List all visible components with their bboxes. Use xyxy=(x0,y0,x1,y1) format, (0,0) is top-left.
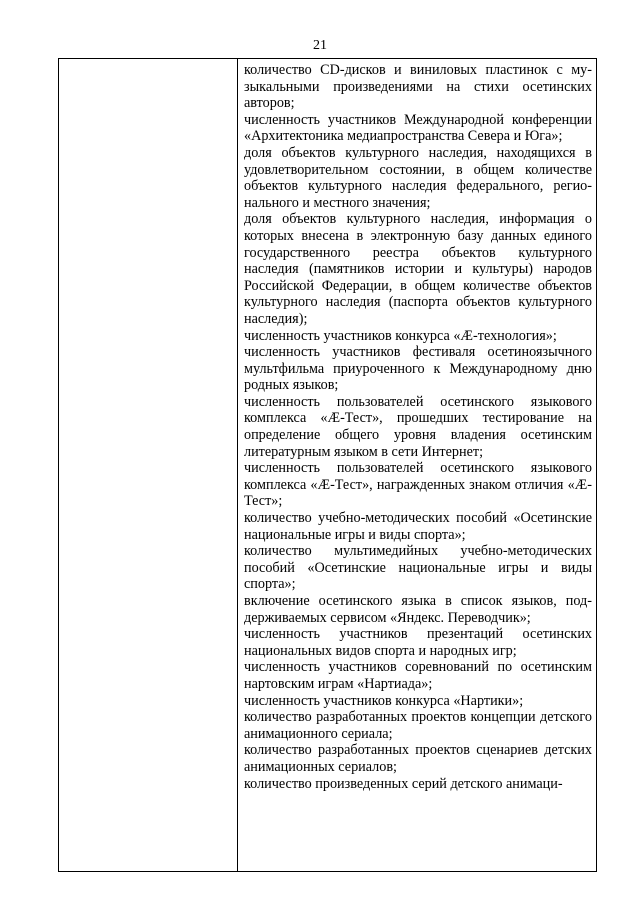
list-item: доля объектов культурного наследия, информация о которых внесена в электронную базу данных единого государственного реестра объектов культурного наследия (памятников истории и культуры) народов Российской Федерации, в общем количестве объектов культурного наследия (паспорта объектов культурного наследия); xyxy=(244,211,592,327)
list-item: численность участников Международной конференции «Архитектоника медиапространства Севера и Юга»; xyxy=(244,111,592,145)
list-item: доля объектов культурного наследия, находящихся в удовлетворительном состоянии, в общем количестве объектов культурного наследия федерального, регионального и местного значения; xyxy=(244,144,592,211)
indicator-list xyxy=(238,59,596,792)
list-item: количество разработанных проектов концепции детского анимационного сериала; xyxy=(244,709,592,742)
list-item: включение осетинского языка в список языков, поддерживаемых сервисом «Яндекс. Переводчик»; xyxy=(244,593,592,626)
list-item: количество мультимедийных учебно-методических пособий «Осетинские национальные игры и виды спорта»; xyxy=(244,543,592,593)
list-item: численность участников соревнований по осетинским нартовским играм «Нартиада»; xyxy=(244,659,592,692)
list-item: численность пользователей осетинского языкового комплекса «Æ-Тест», награжденных знаком отличия «Æ-Тест»; xyxy=(244,460,592,510)
list-item: количество произведенных серий детского анимаци- xyxy=(244,775,563,792)
table-row xyxy=(59,59,597,872)
list-item: численность участников конкурса «Нартики»; xyxy=(244,692,524,709)
list-item: численность участников конкурса «Æ-технология»; xyxy=(244,327,557,344)
right-column-cell xyxy=(238,59,597,872)
list-item: количество разработанных проектов сценариев детских анимационных сериалов; xyxy=(244,742,592,775)
list-item: количество учебно-методических пособий «Осетинские национальные игры и виды спорта»; xyxy=(244,510,592,543)
list-item: количество CD-дисков и виниловых пластинок с музыкальными произведениями на стихи осетинских авторов; xyxy=(244,62,592,112)
list-item: численность участников презентаций осетинских национальных видов спорта и народных игр; xyxy=(244,626,592,659)
list-item: численность участников фестиваля осетиноязычного мультфильма приуроченного к Международному дню родных языков; xyxy=(244,344,592,394)
left-column-cell xyxy=(59,59,238,872)
page-number: 21 xyxy=(313,38,327,53)
list-item: численность пользователей осетинского языкового комплекса «Æ-Тест», прошедших тестирование на определение общего уровня владения осетинским литературным языком в сети Интернет; xyxy=(244,393,592,460)
indicators-table xyxy=(58,58,597,872)
